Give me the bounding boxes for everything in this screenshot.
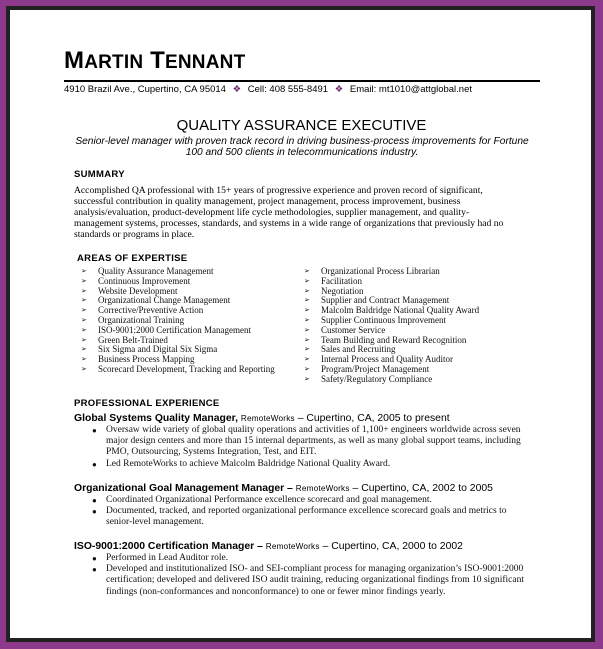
- arrow-bullet-icon: ➢: [81, 345, 87, 354]
- expertise-item-label: Scorecard Development, Tracking and Reporting: [98, 363, 275, 374]
- expertise-item-label: Supplier Continuous Improvement: [321, 314, 446, 325]
- bullet-icon: ●: [92, 459, 97, 469]
- expertise-list-right: [304, 267, 479, 385]
- arrow-bullet-icon: ➢: [81, 364, 87, 373]
- arrow-bullet-icon: ➢: [81, 286, 87, 295]
- bullet-icon: ●: [92, 426, 97, 435]
- expertise-title: AREAS OF EXPERTISE: [77, 253, 188, 264]
- list-item: ● Developed and institutionalized ISO- and SEI-compliant process for managing organization’s ISO-9001:2000 certification; developed and delivered ISO audit training, reducing organizational findings from 10 significant findings (non-conformances and nonconformance) to one or fewer minor findings yearly.: [92, 564, 524, 597]
- arrow-bullet-icon: ➢: [304, 364, 310, 373]
- bullet-icon: ●: [92, 565, 97, 575]
- headline: QUALITY ASSURANCE EXECUTIVE: [176, 117, 427, 134]
- arrow-bullet-icon: ➢: [81, 306, 87, 315]
- expertise-item-label: Business Process Mapping: [98, 354, 195, 365]
- list-item: ● Oversaw wide variety of global quality operations and activities of 1,100+ engineers worldwide across seven major design centers and more than 15 internal departments, as well as many global support teams, including PMO, Outsourcing, Systems Integration, Test, and EIT.: [92, 425, 521, 458]
- expertise-item: [81, 365, 275, 375]
- bullet-icon: ●: [92, 554, 97, 563]
- diamond-separator-icon: ❖: [334, 84, 344, 95]
- expertise-item-label: Facilitation: [321, 275, 362, 286]
- expertise-item-label: Safety/Regulatory Compliance: [321, 373, 433, 384]
- expertise-item-label: ISO-9001:2000 Certification Management: [98, 324, 251, 335]
- list-item: ● Coordinated Organizational Performance excellence scorecard and goal management.: [92, 495, 432, 505]
- list-item: ● Documented, tracked, and reported organizational performance excellence scorecard goals and metrics to senior-level management.: [92, 506, 507, 528]
- expertise-item-label: Quality Assurance Management: [98, 266, 214, 276]
- job-title: Organizational Goal Management Manager – RemoteWorks – Cupertino, CA, 2002 to 2005: [74, 483, 493, 494]
- arrow-bullet-icon: ➢: [304, 276, 310, 285]
- expertise-item-label: Organizational Process Librarian: [321, 266, 440, 276]
- summary-text: Accomplished QA professional with 15+ years of progressive experience and proven record of significant, successful contribution in quality management, project management, process improvement, business analysis/evaluation, product-development life cycle methodologies, supplier management, and quality-management systems, processes, standards, and systems in a wide range of organizations that previously had no standards or programs in place.: [74, 185, 504, 241]
- arrow-bullet-icon: ➢: [304, 296, 310, 305]
- arrow-bullet-icon: ➢: [304, 325, 310, 334]
- arrow-bullet-icon: ➢: [81, 335, 87, 344]
- arrow-bullet-icon: ➢: [304, 335, 310, 344]
- expertise-item-label: Sales and Recruiting: [321, 344, 396, 355]
- arrow-bullet-icon: ➢: [304, 286, 310, 295]
- list-item: ● Led RemoteWorks to achieve Malcolm Baldridge National Quality Award.: [92, 458, 391, 469]
- job-bullets: [90, 425, 530, 470]
- cell-text: Cell: 408 555-8491: [247, 84, 329, 95]
- experience-title: PROFESSIONAL EXPERIENCE: [74, 398, 220, 409]
- header-rule: [64, 80, 540, 82]
- expertise-item-label: Website Development: [98, 285, 178, 296]
- arrow-bullet-icon: ➢: [304, 267, 310, 275]
- expertise-item-label: Internal Process and Quality Auditor: [321, 354, 453, 365]
- job-bullets: [90, 495, 530, 529]
- summary-title: SUMMARY: [74, 169, 125, 180]
- expertise-item-label: Green Belt-Trained: [98, 334, 168, 345]
- job-title: ISO-9001:2000 Certification Manager – RemoteWorks – Cupertino, CA, 2000 to 2002: [74, 541, 463, 552]
- contact-line: [64, 84, 472, 95]
- expertise-item-label: Malcolm Baldridge National Quality Award: [321, 305, 480, 316]
- expertise-item-label: Team Building and Reward Recognition: [321, 334, 467, 345]
- arrow-bullet-icon: ➢: [304, 345, 310, 354]
- arrow-bullet-icon: ➢: [304, 315, 310, 324]
- arrow-bullet-icon: ➢: [81, 276, 87, 285]
- expertise-item-label: Organizational Training: [98, 314, 185, 325]
- arrow-bullet-icon: ➢: [81, 325, 87, 334]
- expertise-item-label: Six Sigma and Digital Six Sigma: [98, 344, 218, 355]
- email-text: Email: mt1010@attglobal.net: [349, 84, 473, 95]
- arrow-bullet-icon: ➢: [81, 296, 87, 305]
- expertise-item-label: Negotiation: [321, 285, 364, 296]
- arrow-bullet-icon: ➢: [81, 315, 87, 324]
- job-title: Global Systems Quality Manager, RemoteWorks – Cupertino, CA, 2005 to present: [74, 413, 450, 424]
- arrow-bullet-icon: ➢: [304, 374, 310, 383]
- bullet-icon: ●: [92, 496, 97, 505]
- bullet-icon: ●: [92, 507, 97, 517]
- expertise-item-label: Customer Service: [321, 324, 386, 335]
- list-item: ● Performed in Lead Auditor role.: [92, 553, 229, 563]
- expertise-item-label: Corrective/Preventive Action: [98, 305, 204, 316]
- arrow-bullet-icon: ➢: [81, 267, 87, 275]
- arrow-bullet-icon: ➢: [81, 355, 87, 364]
- job-bullets: [90, 553, 530, 598]
- diamond-separator-icon: ❖: [232, 84, 242, 95]
- candidate-name: MARTIN TENNANT: [64, 47, 246, 74]
- arrow-bullet-icon: ➢: [304, 355, 310, 364]
- expertise-item-label: Organizational Change Management: [98, 295, 231, 306]
- expertise-item-label: Program/Project Management: [321, 363, 430, 374]
- expertise-item: [304, 375, 479, 385]
- tagline: Senior-level manager with proven track record in driving business-process improvements for Fortune 100 and 500 clients in telecommunications industry.: [75, 136, 529, 158]
- expertise-item-label: Continuous Improvement: [98, 275, 191, 286]
- expertise-list-left: [81, 267, 275, 375]
- expertise-item-label: Supplier and Contract Management: [321, 295, 450, 306]
- arrow-bullet-icon: ➢: [304, 306, 310, 315]
- address-text: 4910 Brazil Ave., Cupertino, CA 95014: [64, 84, 226, 95]
